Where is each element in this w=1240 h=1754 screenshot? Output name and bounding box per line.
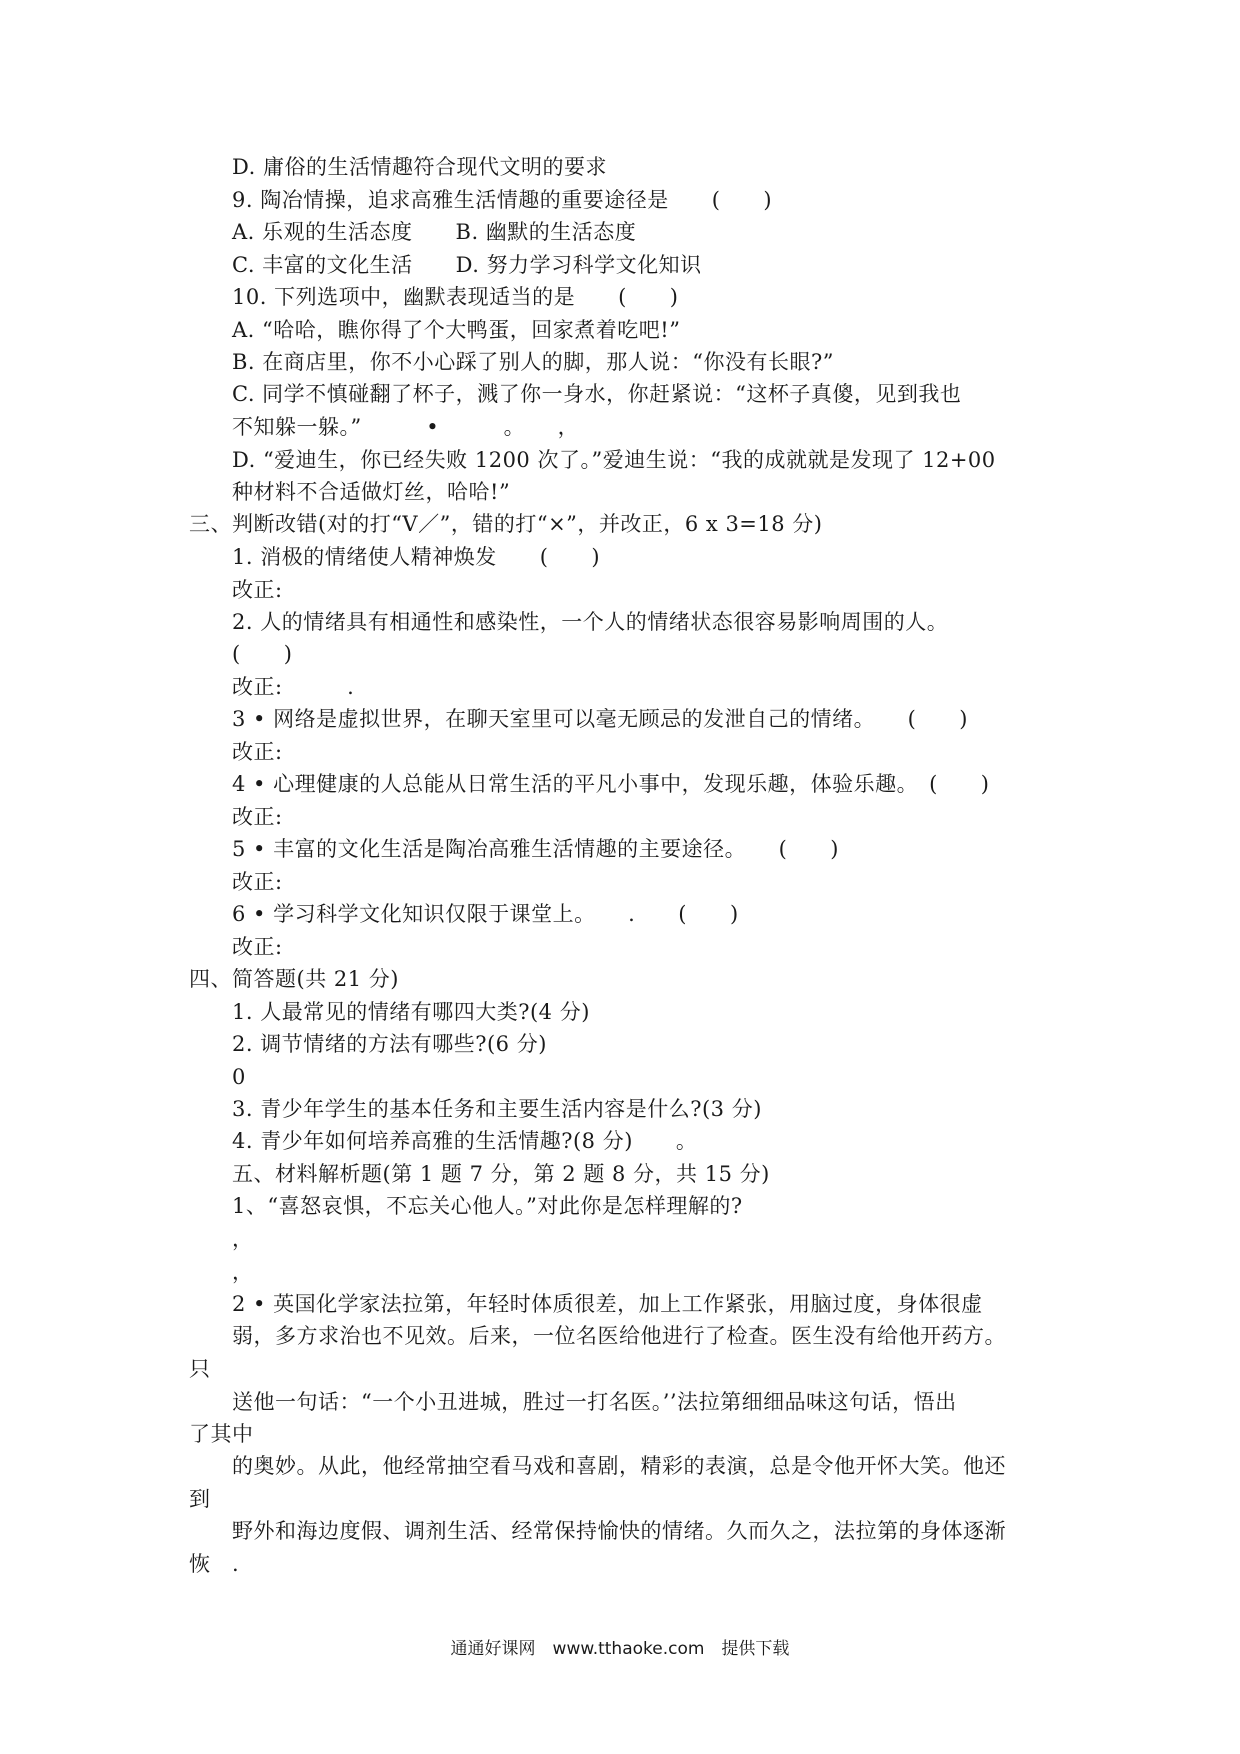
- text-line: ，: [232, 1227, 254, 1251]
- text-line: 4. 青少年如何培养高雅的生活情趣?(8 分) 。: [232, 1129, 698, 1153]
- text-line: 种材料不合适做灯丝，哈哈!”: [232, 480, 511, 504]
- text-line: 改正:: [232, 740, 283, 764]
- section-heading: 三、判断改错(对的打“V／”，错的打“×”，并改正，6 x 3=18 分): [189, 512, 823, 536]
- text-line: C. 同学不慎碰翻了杯子，溅了你一身水，你赶紧说：“这杯子真傻，见到我也: [232, 382, 962, 406]
- text-line: B. 在商店里，你不小心踩了别人的脚，那人说：“你没有长眼?”: [232, 350, 835, 374]
- text-line: 恢 .: [189, 1552, 240, 1576]
- text-line: A. “哈哈，瞧你得了个大鸭蛋，回家煮着吃吧!”: [232, 318, 681, 342]
- page-footer: 通通好课网 www.tthaoke.com 提供下载: [450, 1639, 790, 1659]
- text-line: 2. 人的情绪具有相通性和感染性，一个人的情绪状态很容易影响周围的人。: [232, 610, 949, 634]
- text-line: 2 • 英国化学家法拉第，年轻时体质很差，加上工作紧张，用脑过度，身体很虚: [232, 1292, 983, 1316]
- text-line: 改正:: [232, 870, 283, 894]
- text-line: 送他一句话：“一个小丑进城，胜过一打名医。’’法拉第细细品味这句话，悟出: [232, 1390, 957, 1414]
- text-line: 1. 消极的情绪使人精神焕发 ( ): [232, 545, 601, 569]
- text-line: A. 乐观的生活态度 B. 幽默的生活态度: [232, 220, 637, 244]
- text-line: 3. 青少年学生的基本任务和主要生活内容是什么?(3 分): [232, 1097, 762, 1121]
- text-line: 4 • 心理健康的人总能从日常生活的平凡小事中，发现乐趣，体验乐趣。 ( ): [232, 772, 990, 796]
- text-line: 6 • 学习科学文化知识仅限于课堂上。 . ( ): [232, 902, 739, 926]
- text-line: 0: [232, 1065, 246, 1089]
- text-line: 10. 下列选项中，幽默表现适当的是 ( ): [232, 285, 679, 309]
- section-heading: 四、简答题(共 21 分): [189, 967, 399, 991]
- text-line: ( ): [232, 642, 293, 666]
- text-line: ，: [232, 1260, 254, 1284]
- text-line: 9. 陶冶情操，追求高雅生活情趣的重要途径是 ( ): [232, 188, 773, 212]
- section-heading: 五、材料解析题(第 1 题 7 分，第 2 题 8 分，共 15 分): [232, 1162, 770, 1186]
- text-line: 不知躲一躲。” • 。 ，: [232, 415, 580, 439]
- text-line: 1. 人最常见的情绪有哪四大类?(4 分): [232, 1000, 590, 1024]
- text-line: D. 庸俗的生活情趣符合现代文明的要求: [232, 155, 607, 179]
- text-line: 改正:: [232, 578, 283, 602]
- text-line: 了其中: [189, 1422, 254, 1446]
- text-line: 弱，多方求治也不见效。后来，一位名医给他进行了检查。医生没有给他开药方。: [232, 1324, 1006, 1348]
- text-line: 到: [189, 1487, 211, 1511]
- text-line: 的奥妙。从此，他经常抽空看马戏和喜剧，精彩的表演，总是令他开怀大笑。他还: [232, 1454, 1006, 1478]
- text-line: 2. 调节情绪的方法有哪些?(6 分): [232, 1032, 547, 1056]
- text-line: D. “爱迪生，你已经失败 1200 次了。”爱迪生说：“我的成就就是发现了 12+00: [232, 448, 996, 472]
- text-line: C. 丰富的文化生活 D. 努力学习科学文化知识: [232, 253, 702, 277]
- text-line: 5 • 丰富的文化生活是陶冶高雅生活情趣的主要途径。 ( ): [232, 837, 839, 861]
- text-line: 只: [189, 1357, 211, 1381]
- text-line: 3 • 网络是虚拟世界，在聊天室里可以毫无顾忌的发泄自己的情绪。 ( ): [232, 707, 968, 731]
- text-line: 1、“喜怒哀惧，不忘关心他人。”对此你是怎样理解的?: [232, 1194, 743, 1218]
- text-line: 野外和海边度假、调剂生活、经常保持愉快的情绪。久而久之，法拉第的身体逐渐: [232, 1519, 1006, 1543]
- text-line: 改正: .: [232, 675, 355, 699]
- text-line: 改正:: [232, 805, 283, 829]
- text-line: 改正:: [232, 935, 283, 959]
